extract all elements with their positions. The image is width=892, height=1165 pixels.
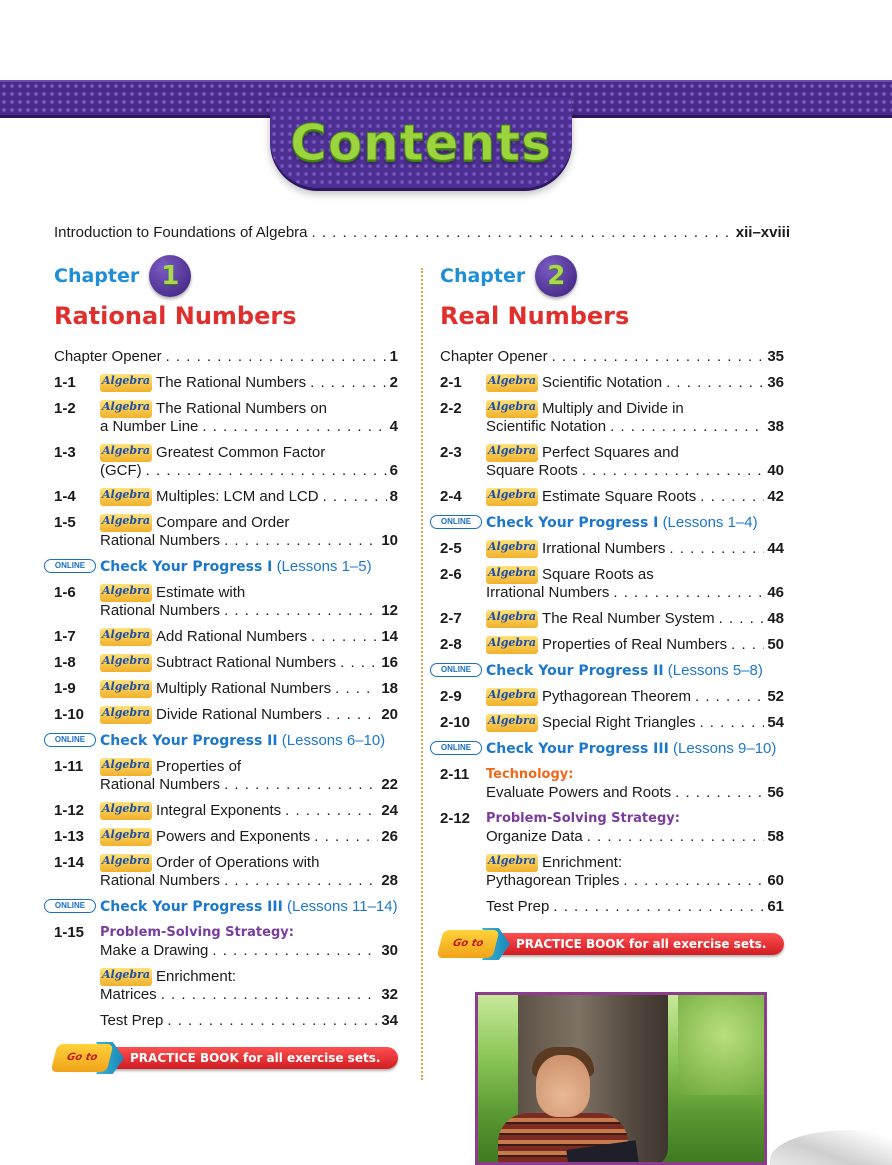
lesson-title: Multiply Rational Numbers — [156, 680, 332, 697]
leader-dots — [665, 540, 764, 558]
leader-dots — [727, 636, 764, 654]
lesson-number: 2-3 — [440, 444, 462, 461]
check-your-progress-link[interactable] — [440, 740, 784, 758]
cyp-range: (Lessons 5–8) — [667, 662, 763, 679]
lesson-number: 2-5 — [440, 540, 462, 557]
lesson-entry[interactable] — [54, 488, 398, 506]
lesson-entry[interactable] — [54, 514, 398, 550]
algebra-icon: Algebra — [100, 854, 152, 872]
algebra-icon: Algebra — [100, 802, 152, 820]
leader-dots — [157, 986, 379, 1004]
lesson-number: 1-9 — [54, 680, 76, 697]
chapter-1-title: Rational Numbers — [54, 302, 297, 330]
lesson-number: 2-8 — [440, 636, 462, 653]
entry-text: Evaluate Powers and Roots — [486, 784, 672, 801]
lesson-page: 18 — [381, 680, 398, 697]
entry-text: Test Prep — [100, 1012, 164, 1029]
lesson-title: The Rational Numbers on — [156, 400, 327, 417]
lesson-number: 2-10 — [440, 714, 471, 731]
leader-dots — [307, 628, 378, 646]
intro-entry[interactable] — [54, 224, 790, 242]
lesson-title: Properties of — [156, 758, 242, 775]
cyp-range: (Lessons 1–5) — [276, 558, 372, 575]
lesson-title: Powers and Exponents — [156, 828, 311, 845]
lesson-title: Square Roots — [486, 462, 578, 479]
leader-dots — [319, 488, 387, 506]
chapter-1-header — [54, 256, 398, 296]
leader-dots — [220, 872, 378, 890]
column-divider — [421, 268, 423, 1080]
intro-pages: xii–xviii — [735, 224, 790, 241]
lesson-page: 36 — [767, 374, 784, 391]
lesson-entry[interactable] — [440, 374, 784, 392]
lesson-number: 1-12 — [54, 802, 85, 819]
technology-heading: Technology: — [486, 767, 574, 782]
leader-dots — [619, 872, 764, 890]
lesson-number: 2-2 — [440, 400, 462, 417]
lesson-title: Special Right Triangles — [542, 714, 696, 731]
lesson-title: Greatest Common Factor — [156, 444, 326, 461]
cyp-range: (Lessons 1–4) — [662, 514, 758, 531]
online-badge: ONLINE — [430, 515, 482, 529]
lesson-number: 1-4 — [54, 488, 76, 505]
leader-dots — [142, 462, 387, 480]
intro-title: Introduction to Foundations of Algebra — [54, 224, 308, 241]
lesson-entry[interactable] — [54, 654, 398, 672]
lesson-number: 1-1 — [54, 374, 76, 391]
entry-page: 32 — [381, 986, 398, 1003]
algebra-icon: Algebra — [100, 374, 152, 392]
leader-dots — [671, 784, 764, 802]
algebra-icon: Algebra — [100, 400, 152, 418]
cyp-title: Check Your Progress II — [486, 663, 664, 679]
leader-dots — [310, 828, 378, 846]
entry-page: 58 — [767, 828, 784, 845]
algebra-icon: Algebra — [100, 968, 152, 986]
leader-dots — [583, 828, 765, 846]
entry-text: Test Prep — [486, 898, 550, 915]
lesson-number: 1-5 — [54, 514, 76, 531]
lesson-group — [440, 540, 784, 654]
leader-dots — [308, 224, 732, 242]
lesson-entry[interactable] — [54, 374, 398, 392]
check-your-progress-link[interactable] — [440, 514, 784, 532]
lesson-number: 1-13 — [54, 828, 85, 845]
lesson-page: 28 — [381, 872, 398, 889]
lesson-group — [54, 374, 398, 550]
lesson-page: 38 — [767, 418, 784, 435]
lesson-title: Scientific Notation — [486, 418, 607, 435]
check-your-progress-link[interactable] — [54, 732, 398, 750]
leader-dots — [306, 374, 387, 392]
lesson-page: 42 — [767, 488, 784, 505]
chapter-2-title: Real Numbers — [440, 302, 630, 330]
toc-entry[interactable] — [54, 968, 398, 1004]
lesson-title: a Number Line — [100, 418, 199, 435]
lesson-entry[interactable] — [54, 828, 398, 846]
lesson-page: 6 — [389, 462, 398, 479]
lesson-entry[interactable] — [54, 584, 398, 620]
leader-dots — [662, 374, 764, 392]
chapter-1-toc — [54, 348, 398, 1030]
lesson-number: 2-4 — [440, 488, 462, 505]
lesson-title: Estimate with — [156, 584, 246, 601]
lesson-entry[interactable] — [54, 802, 398, 820]
algebra-icon: Algebra — [486, 444, 538, 462]
leader-dots — [696, 488, 764, 506]
online-badge: ONLINE — [430, 663, 482, 677]
algebra-icon: Algebra — [486, 636, 538, 654]
leader-dots — [208, 942, 378, 960]
algebra-icon: Algebra — [486, 566, 538, 584]
go-to-tag: Go to — [51, 1044, 114, 1072]
lesson-entry[interactable] — [440, 688, 784, 706]
lesson-entry[interactable] — [54, 758, 398, 794]
lesson-title: Irrational Numbers — [542, 540, 666, 557]
entry-page: 1 — [389, 348, 398, 365]
entry-text: Make a Drawing — [100, 942, 209, 959]
cyp-title: Check Your Progress III — [100, 899, 283, 915]
lesson-number: 1-8 — [54, 654, 76, 671]
lesson-number: 1-6 — [54, 584, 76, 601]
lesson-entry[interactable] — [54, 854, 398, 890]
algebra-icon: Algebra — [100, 654, 152, 672]
algebra-icon: Algebra — [100, 514, 152, 532]
cyp-title: Check Your Progress I — [486, 515, 659, 531]
leader-dots — [715, 610, 765, 628]
chapter-2-toc — [440, 348, 784, 916]
algebra-icon: Algebra — [486, 540, 538, 558]
entry-text: Enrichment: — [542, 854, 623, 871]
entry-text: Pythagorean Triples — [486, 872, 620, 889]
entry-text: Chapter Opener — [54, 348, 162, 365]
lesson-title: Divide Rational Numbers — [156, 706, 322, 723]
strategy-heading: Problem-Solving Strategy: — [100, 925, 294, 940]
lesson-number: 1-11 — [54, 758, 84, 775]
leader-dots — [695, 714, 764, 732]
lesson-group — [54, 758, 398, 890]
chapter-label: Chapter — [54, 265, 140, 287]
lesson-number: 2-7 — [440, 610, 462, 627]
entry-page: 61 — [767, 898, 784, 915]
entry-text: Matrices — [100, 986, 157, 1003]
lesson-entry[interactable] — [54, 706, 398, 724]
lesson-entry[interactable] — [440, 540, 784, 558]
lesson-title: Rational Numbers — [100, 776, 221, 793]
lesson-title: Irrational Numbers — [486, 584, 610, 601]
chapter-2-column — [440, 256, 784, 958]
lesson-title: (GCF) — [100, 462, 142, 479]
lesson-page: 48 — [767, 610, 784, 627]
lesson-group — [440, 374, 784, 506]
lesson-page: 44 — [767, 540, 784, 557]
lesson-page: 24 — [381, 802, 398, 819]
entry-page: 56 — [767, 784, 784, 801]
lesson-entry[interactable] — [54, 628, 398, 646]
check-your-progress-link[interactable] — [54, 898, 398, 916]
practice-book-text: PRACTICE BOOK for all exercise sets. — [64, 1047, 398, 1069]
lesson-title: Order of Operations with — [156, 854, 320, 871]
lesson-title: Scientific Notation — [542, 374, 663, 391]
cyp-range: (Lessons 11–14) — [286, 898, 398, 915]
leader-dots — [220, 602, 378, 620]
lesson-page: 16 — [381, 654, 398, 671]
lesson-title: The Rational Numbers — [156, 374, 307, 391]
online-badge: ONLINE — [430, 741, 482, 755]
toc-entry[interactable] — [440, 898, 784, 916]
toc-entry[interactable] — [440, 854, 784, 890]
lesson-title: Estimate Square Roots — [542, 488, 697, 505]
lesson-number: 2-9 — [440, 688, 462, 705]
lesson-title: Square Roots as — [542, 566, 654, 583]
lesson-page: 2 — [389, 374, 398, 391]
chapter-number-badge: 2 — [535, 255, 577, 297]
leader-dots — [578, 462, 765, 480]
check-your-progress-link[interactable] — [440, 662, 784, 680]
chapter-label: Chapter — [440, 265, 526, 287]
entry-text: Enrichment: — [156, 968, 237, 985]
cyp-title: Check Your Progress II — [100, 733, 278, 749]
leader-dots — [198, 418, 386, 436]
leader-dots — [336, 654, 378, 672]
online-badge: ONLINE — [44, 733, 96, 747]
entry-page: 34 — [381, 1012, 398, 1029]
algebra-icon: Algebra — [486, 854, 538, 872]
lesson-title: Rational Numbers — [100, 602, 221, 619]
leader-dots — [548, 348, 765, 366]
algebra-icon: Algebra — [486, 488, 538, 506]
lesson-page: 46 — [767, 584, 784, 601]
entry-page: 35 — [767, 348, 784, 365]
toc-entry[interactable] — [440, 766, 784, 802]
lesson-number: 1-10 — [54, 706, 85, 723]
leader-dots — [609, 584, 764, 602]
lesson-page: 52 — [767, 688, 784, 705]
strategy-heading: Problem-Solving Strategy: — [486, 811, 680, 826]
lesson-number: 1-3 — [54, 444, 76, 461]
lesson-entry[interactable] — [440, 566, 784, 602]
leader-dots — [220, 776, 378, 794]
lesson-page: 54 — [767, 714, 784, 731]
lesson-number: 2-1 — [440, 374, 462, 391]
page-title: Contents — [290, 114, 552, 172]
entry-page: 30 — [381, 942, 398, 959]
lesson-group — [54, 584, 398, 724]
leader-dots — [691, 688, 764, 706]
algebra-icon: Algebra — [486, 374, 538, 392]
lesson-entry[interactable] — [440, 488, 784, 506]
online-badge: ONLINE — [44, 899, 96, 913]
lesson-entry[interactable] — [54, 444, 398, 480]
leader-dots — [549, 898, 764, 916]
leader-dots — [220, 532, 378, 550]
lesson-page: 12 — [381, 602, 398, 619]
leader-dots — [281, 802, 378, 820]
lesson-page: 20 — [381, 706, 398, 723]
algebra-icon: Algebra — [100, 828, 152, 846]
lesson-number: 1-15 — [54, 924, 85, 941]
entry-text: Organize Data — [486, 828, 583, 845]
chapter-1-column — [54, 256, 398, 1072]
lesson-title: The Real Number System — [542, 610, 715, 627]
cyp-title: Check Your Progress I — [100, 559, 273, 575]
lesson-title: Pythagorean Theorem — [542, 688, 692, 705]
practice-book-text: PRACTICE BOOK for all exercise sets. — [450, 933, 784, 955]
lesson-number: 2-12 — [440, 810, 471, 827]
lesson-page: 40 — [767, 462, 784, 479]
lesson-page: 50 — [767, 636, 784, 653]
algebra-icon: Algebra — [100, 584, 152, 602]
leader-dots — [322, 706, 378, 724]
entry-page: 60 — [767, 872, 784, 889]
toc-entry[interactable] — [54, 924, 398, 960]
practice-book-banner[interactable] — [440, 930, 784, 958]
lesson-entry[interactable] — [440, 400, 784, 436]
lesson-number: 2-6 — [440, 566, 462, 583]
lesson-page: 4 — [389, 418, 398, 435]
lesson-page: 10 — [381, 532, 398, 549]
leader-dots — [606, 418, 764, 436]
lesson-entry[interactable] — [54, 680, 398, 698]
algebra-icon: Algebra — [486, 400, 538, 418]
entry-text: Chapter Opener — [440, 348, 548, 365]
chapter-number-badge: 1 — [149, 255, 191, 297]
lesson-page: 14 — [381, 628, 398, 645]
lesson-entry[interactable] — [440, 444, 784, 480]
lesson-entry[interactable] — [440, 714, 784, 732]
leader-dots — [162, 348, 387, 366]
toc-entry[interactable] — [440, 810, 784, 846]
cyp-title: Check Your Progress III — [486, 741, 669, 757]
lesson-title: Integral Exponents — [156, 802, 282, 819]
algebra-icon: Algebra — [100, 628, 152, 646]
cyp-range: (Lessons 6–10) — [281, 732, 386, 749]
lesson-number: 1-14 — [54, 854, 85, 871]
lesson-title: Rational Numbers — [100, 872, 221, 889]
lesson-number: 2-11 — [440, 766, 470, 783]
online-badge: ONLINE — [44, 559, 96, 573]
algebra-icon: Algebra — [486, 610, 538, 628]
student-reading-photo — [475, 992, 767, 1165]
algebra-icon: Algebra — [100, 758, 152, 776]
lesson-title: Add Rational Numbers — [156, 628, 307, 645]
toc-entry[interactable] — [54, 348, 398, 366]
lesson-page: 26 — [381, 828, 398, 845]
toc-entry[interactable] — [440, 348, 784, 366]
page-curl-decoration — [770, 1130, 892, 1165]
check-your-progress-link[interactable] — [54, 558, 398, 576]
algebra-icon: Algebra — [100, 488, 152, 506]
algebra-icon: Algebra — [486, 688, 538, 706]
cyp-range: (Lessons 9–10) — [672, 740, 777, 757]
lesson-page: 8 — [389, 488, 398, 505]
lesson-title: Properties of Real Numbers — [542, 636, 728, 653]
leader-dots — [163, 1012, 378, 1030]
lesson-number: 1-7 — [54, 628, 76, 645]
algebra-icon: Algebra — [100, 444, 152, 462]
lesson-title: Multiply and Divide in — [542, 400, 684, 417]
lesson-page: 22 — [381, 776, 398, 793]
lesson-title: Subtract Rational Numbers — [156, 654, 337, 671]
algebra-icon: Algebra — [100, 680, 152, 698]
lesson-group — [440, 688, 784, 732]
lesson-entry[interactable] — [440, 636, 784, 654]
practice-book-banner[interactable] — [54, 1044, 398, 1072]
chapter-2-header — [440, 256, 784, 296]
lesson-entry[interactable] — [440, 610, 784, 628]
algebra-icon: Algebra — [486, 714, 538, 732]
lesson-title: Rational Numbers — [100, 532, 221, 549]
lesson-number: 1-2 — [54, 400, 76, 417]
lesson-title: Compare and Order — [156, 514, 290, 531]
lesson-entry[interactable] — [54, 400, 398, 436]
leader-dots — [331, 680, 378, 698]
toc-entry[interactable] — [54, 1012, 398, 1030]
lesson-title: Perfect Squares and — [542, 444, 679, 461]
go-to-tag: Go to — [437, 930, 500, 958]
title-tab — [270, 98, 572, 188]
lesson-title: Multiples: LCM and LCD — [156, 488, 319, 505]
algebra-icon: Algebra — [100, 706, 152, 724]
